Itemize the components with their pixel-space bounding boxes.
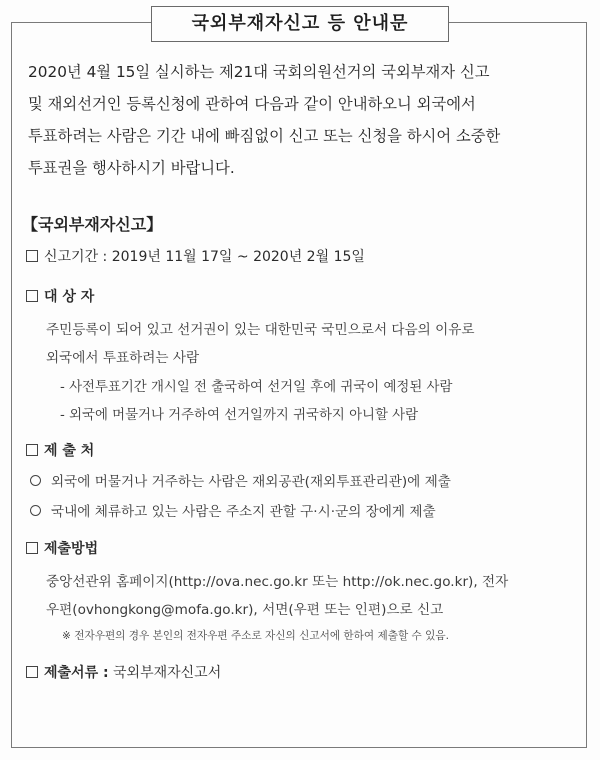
- submit-to-row: [26, 440, 94, 460]
- period-label: 신고기간 :: [44, 249, 108, 265]
- section-heading: 【국외부재자신고】: [22, 215, 163, 234]
- eligible-item-1: - 사전투표기간 개시일 전 출국하여 선거일 후에 귀국이 예정된 사람: [60, 380, 453, 395]
- eligible-row: [26, 286, 94, 306]
- intro-line-1: 2020년 4월 15일 실시하는 제21대 국회의원선거의 국외부재자 신고: [28, 63, 490, 81]
- checkbox-icon: [26, 290, 38, 302]
- method-line-2: 우편(ovhongkong@mofa.go.kr), 서면(우편 또는 인편)으로 신고: [46, 602, 444, 618]
- checkbox-icon: [26, 666, 38, 678]
- method-note: ※ 전자우편의 경우 본인의 전자우편 주소로 자신의 신고서에 한하여 제출할 수 있음.: [62, 630, 449, 642]
- circle-bullet-icon: [30, 475, 41, 486]
- eligible-item-2: - 외국에 머물거나 거주하여 선거일까지 귀국하지 아니할 사람: [60, 408, 419, 423]
- documents-label: 제출서류 :: [44, 665, 109, 681]
- circle-bullet-icon: [30, 505, 41, 516]
- intro-line-2: 및 재외선거인 등록신청에 관하여 다음과 같이 안내하오니 외국에서: [28, 95, 476, 113]
- checkbox-icon: [26, 444, 38, 456]
- eligible-line-2: 외국에서 투표하려는 사람: [46, 350, 200, 366]
- documents-value: 국외부재자신고서: [113, 665, 222, 681]
- period-value: 2019년 11월 17일 ~ 2020년 2월 15일: [111, 249, 365, 265]
- checkbox-icon: [26, 542, 38, 554]
- submit-to-item-1: 외국에 머물거나 거주하는 사람은 재외공관(재외투표관리관)에 제출: [30, 470, 451, 490]
- eligible-line-1: 주민등록이 되어 있고 선거권이 있는 대한민국 국민으로서 다음의 이유로: [46, 322, 475, 338]
- checkbox-icon: [26, 250, 38, 262]
- submit-to-item-2: 국내에 체류하고 있는 사람은 주소지 관할 구·시·군의 장에게 제출: [30, 500, 436, 520]
- intro-line-3: 투표하려는 사람은 기간 내에 빠짐없이 신고 또는 신청을 하시어 소중한: [28, 127, 501, 145]
- period-row: [26, 246, 365, 266]
- method-row: [26, 538, 98, 558]
- documents-row: [26, 662, 221, 682]
- submit-to-label: 제 출 처: [44, 443, 95, 459]
- notice-title: 국외부재자신고 등 안내문: [151, 6, 449, 42]
- method-line-1: 중앙선관위 홈페이지(http://ova.nec.go.kr 또는 http://ok.nec.go.kr), 전자: [46, 574, 509, 590]
- intro-line-4: 투표권을 행사하시기 바랍니다.: [28, 159, 235, 177]
- eligible-label: 대 상 자: [44, 289, 95, 305]
- method-label: 제출방법: [44, 541, 99, 557]
